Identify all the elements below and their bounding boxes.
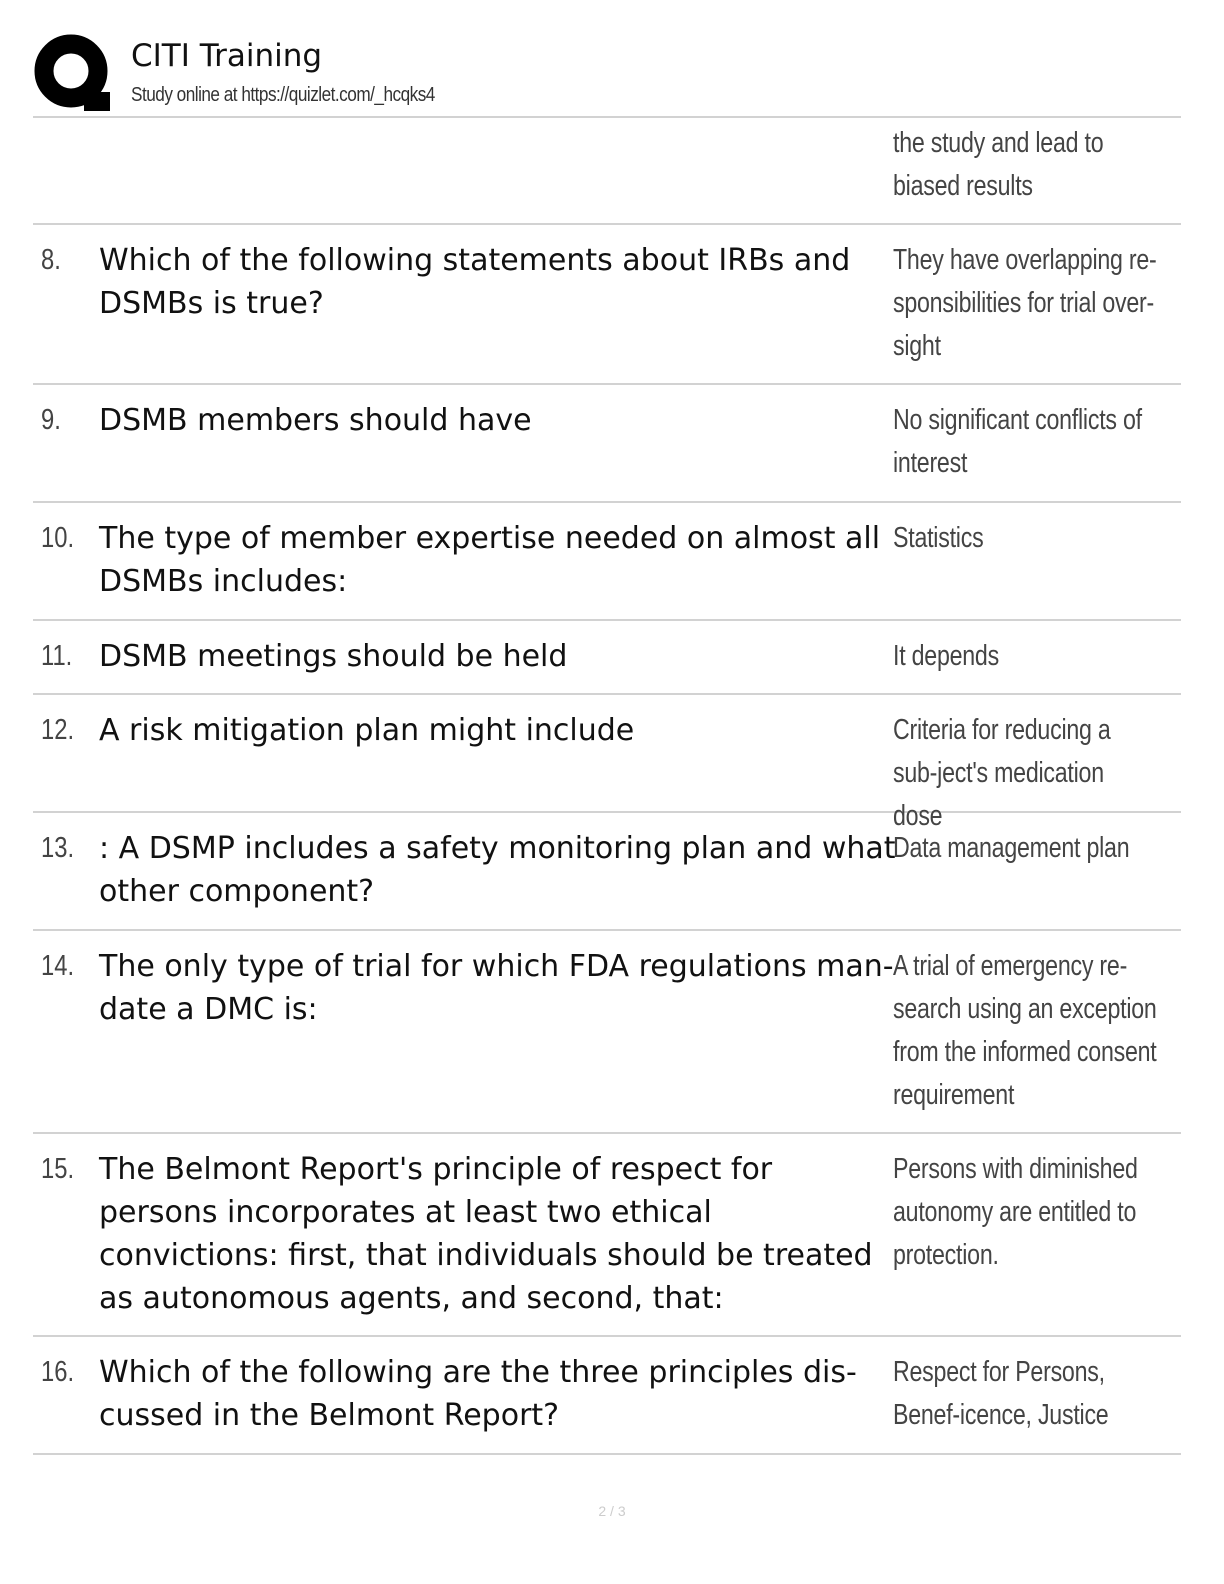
item-answer: Statistics	[893, 522, 984, 554]
item-answer: A trial of emergency re-search using an exception from the informed consent requirement	[893, 950, 1157, 1111]
item-number: 14.	[41, 950, 75, 982]
item-question: Which of the following are the three principles dis-cussed in the Belmont Report?	[99, 1355, 857, 1433]
item-answer: Criteria for reducing a sub-ject's medication dose	[893, 714, 1111, 832]
item-number: 9.	[41, 404, 61, 436]
item-answer: the study and lead to biased results	[893, 127, 1104, 202]
deck-url[interactable]: Study online at https://quizlet.com/_hcqks4	[131, 84, 435, 106]
list-item	[33, 225, 1181, 385]
item-question: : A DSMP includes a safety monitoring plan and what other component?	[99, 831, 896, 909]
page-header	[34, 34, 1182, 114]
list-item	[33, 1337, 1181, 1455]
item-number: 11.	[41, 640, 73, 672]
item-question: The Belmont Report's principle of respect for persons incorporates at least two ethical convictions: first, that individuals should be treated as autonomous agents, and second, that:	[99, 1152, 873, 1316]
item-question: DSMB meetings should be held	[99, 639, 568, 674]
item-question: The type of member expertise needed on almost all DSMBs includes:	[99, 521, 881, 599]
item-answer: Persons with diminished autonomy are entitled to protection.	[893, 1153, 1138, 1271]
item-question: A risk mitigation plan might include	[99, 713, 635, 748]
list-item	[33, 931, 1181, 1134]
page-number: 2 / 3	[598, 1503, 626, 1519]
item-answer: They have overlapping re-sponsibilities for trial over-sight	[893, 244, 1157, 362]
item-question: The only type of trial for which FDA regulations man-date a DMC is:	[99, 949, 894, 1027]
item-number: 10.	[41, 522, 75, 554]
item-question: DSMB members should have	[99, 403, 532, 438]
item-answer: Data management plan	[893, 832, 1130, 864]
deck-title: CITI Training	[131, 38, 323, 74]
item-answer: It depends	[893, 640, 999, 672]
item-number: 12.	[41, 714, 75, 746]
item-number: 16.	[41, 1356, 75, 1388]
list-item	[33, 813, 1181, 931]
list-item	[33, 695, 1181, 832]
item-answer: Respect for Persons, Benef-icence, Justice	[893, 1356, 1109, 1431]
item-question: Which of the following statements about IRBs and DSMBs is true?	[99, 243, 851, 321]
list-item	[33, 503, 1181, 621]
item-answer: No significant conflicts of interest	[893, 404, 1142, 479]
item-number: 13.	[41, 832, 75, 864]
quizlet-logo-icon	[34, 34, 112, 112]
item-number: 8.	[41, 244, 61, 276]
list-item	[33, 118, 1181, 225]
list-item	[33, 1134, 1181, 1337]
flashcard-list	[33, 118, 1181, 1455]
list-item	[33, 621, 1181, 695]
item-number: 15.	[41, 1153, 75, 1185]
list-item	[33, 385, 1181, 503]
